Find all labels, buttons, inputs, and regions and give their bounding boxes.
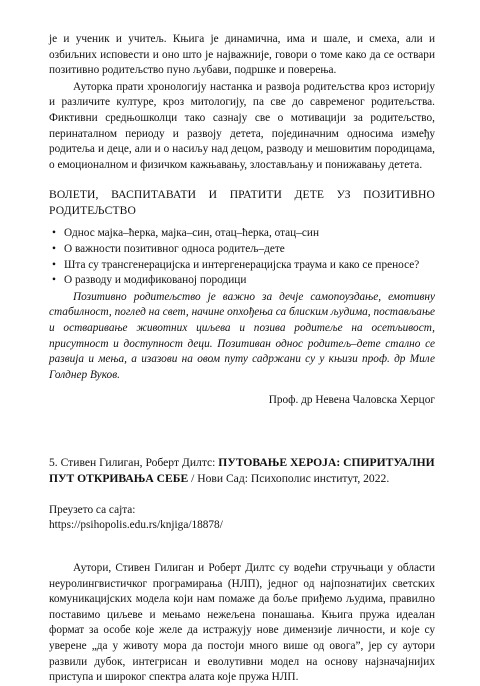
download-label: Преузето са сајта: <box>49 503 136 516</box>
book-title: ПУТОВАЊЕ ХЕРОЈА: СПИРИТУАЛНИ ПУТ ОТКРИВАЊА СЕБЕ <box>49 455 435 485</box>
download-link[interactable]: https://psihopolis.edu.rs/knjiga/18878/ <box>49 519 223 532</box>
paragraph-chronology: Ауторка прати хронологију настанка и развоја родитељства кроз историју и различите културе, кроз митологију, па све до савременог родитељства. Фиктивни средњошколци тако сазнају све о мотивацији за родитељство, перинаталном периоду и развоју детета, појединачним односима између родитеља и деце, али и о насиљу над децом, разводу и мешовитим породицама, о емоционалном и физичком кажњавању, злостављању и понижавању детета. <box>49 80 435 171</box>
paragraph-intro: је и ученик и учитељ. Књига је динамична, има и шале, и смеха, али и озбиљних исповести и оно што је најважније, говори о томе како да се оствари позитивно родитељство пуно љубави, подршке и поверења. <box>49 33 435 77</box>
topic-list <box>49 226 435 288</box>
entry-prefix: 5. Стивен Гилиган, Роберт Дилтс: <box>49 455 219 469</box>
list-item: • Однос мајка–ћерка, мајка–син, отац–ћерка, отац–син <box>49 226 435 242</box>
paragraph-authors: Аутори, Стивен Гилиган и Роберт Дилтс су водећи стручњаци у области неуролингвистичког програмирања (НЛП), једног од најпознатијих светских комуникацијских модела који нам помаже да боље приђемо људима, правилно поставимо циљеве и мењамо нежељена понашања. Књига пружа идеалан формат за особе које желе да истражују нове димензије личности, и које су уверене „да у животу мора да постоји много више од овога”, јер су аутори развили дубок, интегрисан и еволутивни модел на основу најзначајнијих приступа и широког спектра алата које пружа НЛП. <box>49 562 435 684</box>
list-item: • О важности позитивног односа родитељ–дете <box>49 242 435 258</box>
bullet-icon: • <box>52 258 56 271</box>
bullet-icon: • <box>52 274 56 287</box>
italic-summary: Позитивно родитељство је важно за дечје самопоуздање, емотивну стабилност, поглед на свет, начине опхођења са блиским људима, постављање и остваривање животних циљева и позива родитеље на осетљивост, присутност и доступност деци. Позитиван однос родитељ–дете стално се развија и мења, а изазови на овом путу садржани су у књизи проф. др Миле Голднер Вуков. <box>49 290 435 381</box>
list-item: • Шта су трансгенерацијска и интергенерацијска траума и како се преносе? <box>49 258 435 274</box>
document-page <box>49 32 435 686</box>
bullet-icon: • <box>52 242 56 255</box>
review-signature: Проф. др Невена Чаловска Херцог <box>268 394 435 407</box>
book-entry <box>49 455 435 487</box>
list-item: • О разводу и модификованој породици <box>49 273 435 289</box>
section-heading: ВОЛЕТИ, ВАСПИТАВАТИ И ПРАТИТИ ДЕТЕ УЗ ПОЗИТИВНО РОДИТЕЉСТВО <box>49 188 435 218</box>
entry-publisher: / Нови Сад: Психополис институт, 2022. <box>188 471 390 485</box>
bullet-icon: • <box>52 227 56 240</box>
